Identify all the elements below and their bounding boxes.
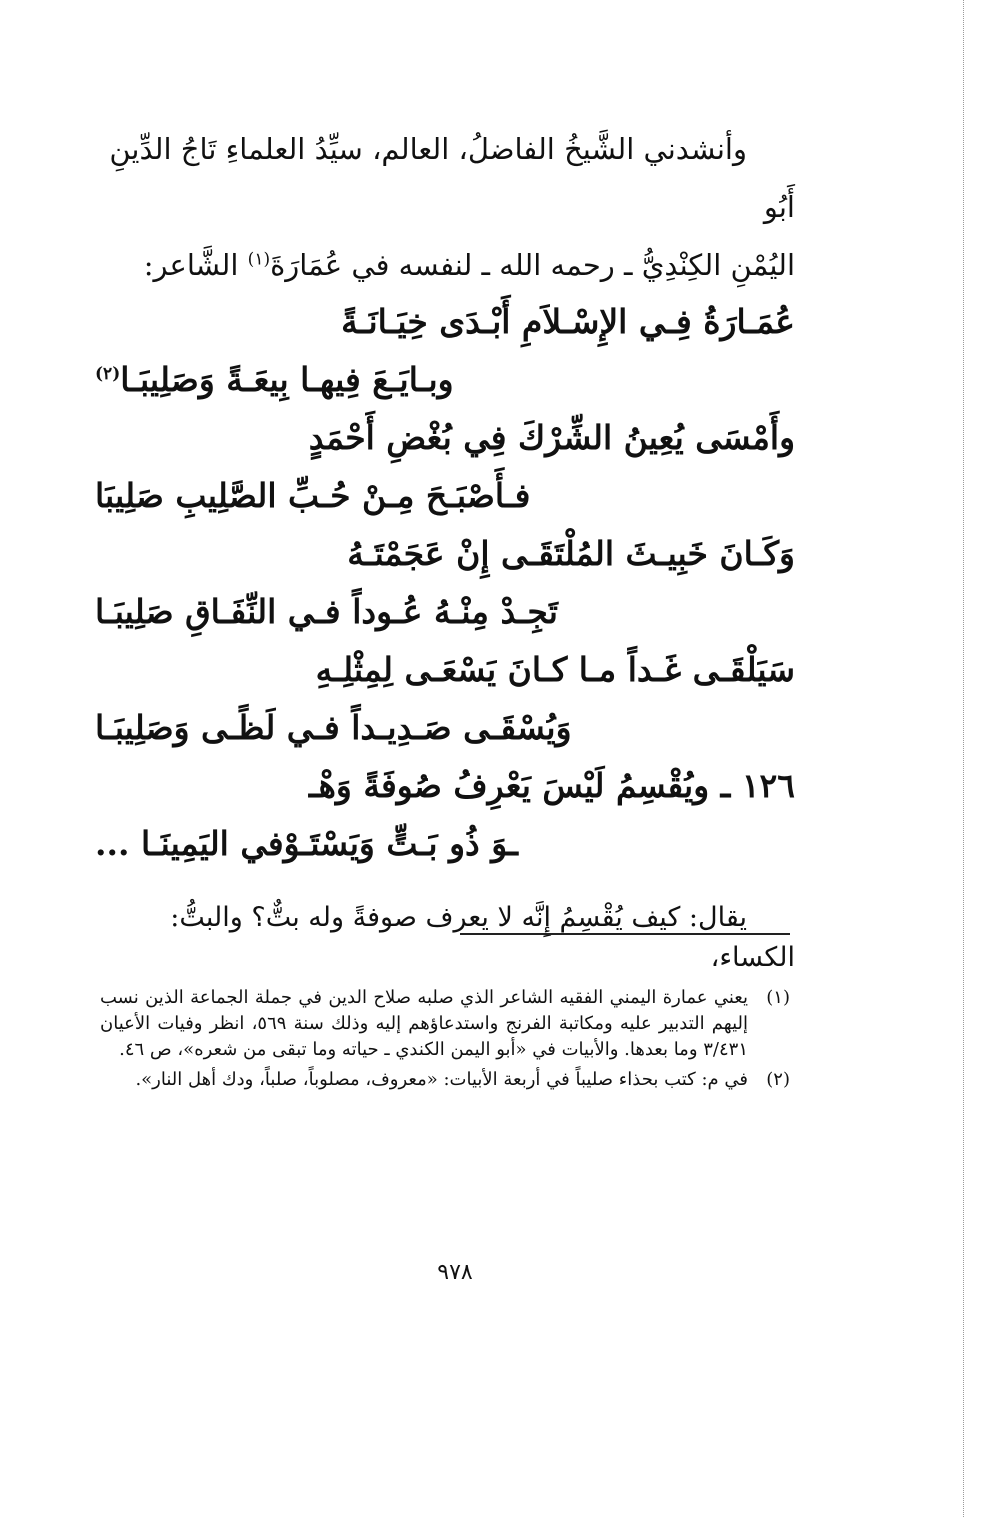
intro-paragraph	[95, 120, 795, 294]
verse-1-first-hemistich: عُمَـارَةُ فِـي الإِسْـلاَمِ أَبْـدَى خِيَـانَـةً	[341, 302, 795, 341]
verse-3-second-hemistich: تَجِـدْ مِنْـهُ عُـوداً فـي النِّفَـاقِ صَلِيبَـا	[95, 592, 558, 631]
footnote-2-marker: (٢)	[766, 1069, 790, 1090]
footnotes-section	[100, 985, 790, 1097]
verse-4-first-hemistich: سَيَلْقَـى غَـداً مـا كـانَ يَسْعَـى لِمِثْلِـهِ	[315, 650, 795, 689]
page-edge-dotted-line	[963, 0, 964, 1517]
footnote-ref-1: (١)	[247, 249, 271, 270]
verse-4-second-hemistich: وَيُسْقَـى صَـدِيـداً فـي لَظًـى وَصَلِيبَـا	[95, 708, 572, 747]
verse-3-first-hemistich: وَكَـانَ خَبِيـثَ المُلْتَقَـى إِنْ عَجَمْتَـهُ	[347, 534, 795, 573]
verse-5-first-hemistich: ١٢٦ ـ ويُقْسِمُ لَيْسَ يَعْرِفُ صُوفَةً وَهْـ	[308, 766, 795, 805]
page-number: ٩٧٨	[437, 1260, 473, 1285]
intro-line-2-end: الشَّاعر:	[143, 248, 248, 282]
footnote-2-text: في م: كتب بحذاء صليباً في أربعة الأبيات: «معروف، مصلوباً، صلباً، ودك أهل النار».	[135, 1069, 748, 1090]
footnote-separator-rule	[460, 933, 790, 935]
footnote-1-marker: (١)	[766, 987, 790, 1008]
explanation-paragraph: يقال: كيف يُقْسِمُ إِنَّه لا يعرف صوفةً وله بتٌّ؟ والبتُّ: الكساء،	[170, 902, 795, 973]
intro-line-2-start: اليُمْنِ الكِنْدِيُّ ـ رحمه الله ـ لنفسه في عُمَارَةَ	[270, 248, 795, 282]
verse-1-second-hemistich	[95, 360, 795, 418]
poem	[95, 302, 795, 882]
intro-line-1: وأنشدني الشَّيخُ الفاضلُ، العالم، سيِّدُ العلماءِ تَاجُ الدِّينِ أَبُو	[109, 132, 795, 224]
verse-2-second-hemistich: فـأَصْبَـحَ مِـنْ حُـبِّ الصَّلِيبِ صَلِيبَا	[95, 476, 531, 515]
footnote-ref-2: (٢)	[95, 364, 121, 384]
verse-5-second-hemistich: ـوَ ذُو بَـتٍّ وَيَسْتَـوْفي اليَمِينَـا ...	[95, 824, 518, 863]
footnote-2	[100, 1067, 790, 1093]
footnote-1-text: يعني عمارة اليمني الفقيه الشاعر الذي صلبه صلاح الدين في جملة الجماعة الذين نسب إليهم التدبير عليه ومكاتبة الفرنج واستدعاؤهم إليه وذلك سنة ٥٦٩، انظر وفيات الأعيان ٣/٤٣١ وما بعدها. والأبيات في «أبو اليمن الكندي ـ حياته وما تبقى من شعره»، ص ٤٦.	[100, 987, 748, 1060]
footnote-1	[100, 985, 790, 1063]
verse-2-first-hemistich: وأَمْسَى يُعِينُ الشِّرْكَ فِي بُغْضِ أَحْمَدٍ	[308, 418, 795, 457]
verse-1-second-text: وبـايَـعَ فِيهـا بِيعَـةً وَصَلِيبَـا	[120, 360, 454, 399]
main-text-block	[95, 120, 795, 978]
